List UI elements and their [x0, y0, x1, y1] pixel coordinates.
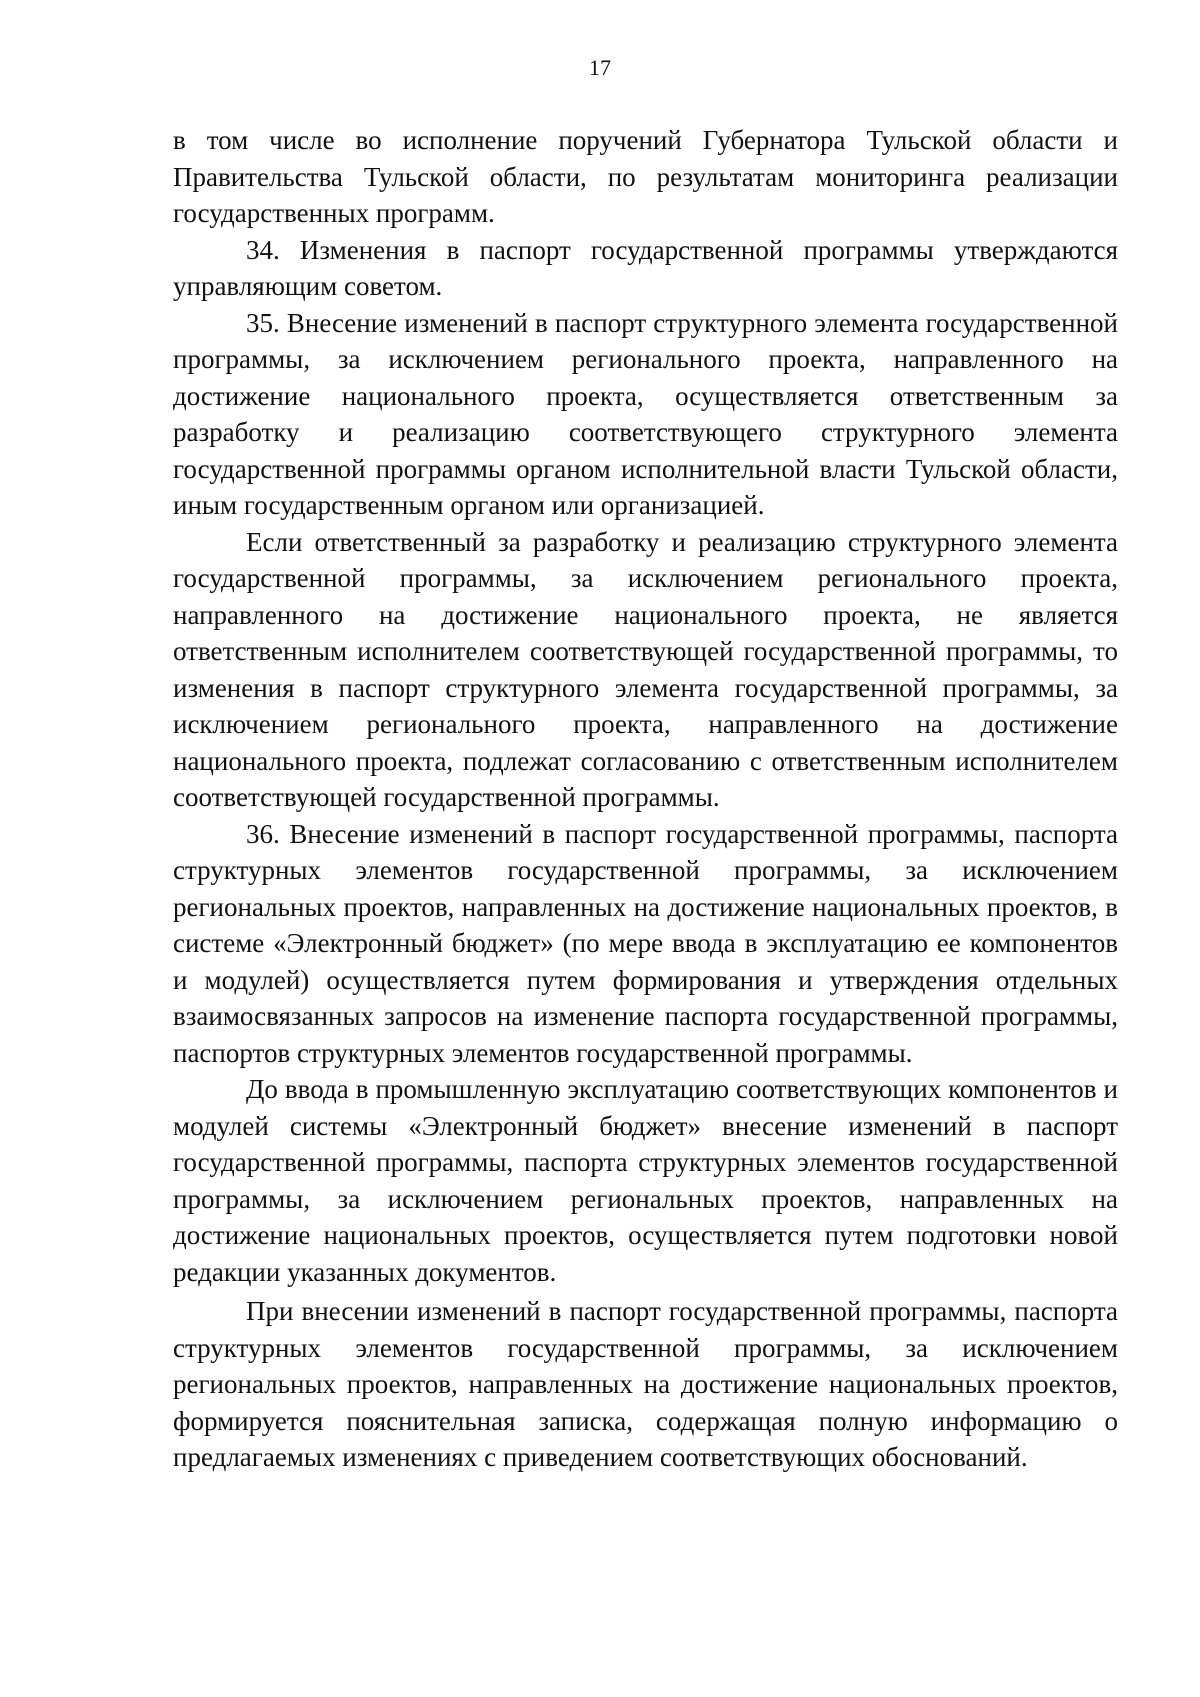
paragraph-continuation: в том числе во исполнение поручений Губернатора Тульской области и Правительства Тульской области, по результатам мониторинга реализации государственных программ. — [173, 125, 1118, 228]
paragraph-item-36: 36. Внесение изменений в паспорт государственной программы, паспорта структурных элементов государственной программы, за исключением региональных проектов, направленных на достижение национальных проектов, в системе «Электронный бюджет» (по мере ввода в эксплуатацию ее компонентов и модулей) осуществляется путем формирования и утверждения отдельных взаимосвязанных запросов на изменение паспорта государственной программы, паспортов структурных элементов государственной программы. — [173, 818, 1118, 1068]
paragraph-item-34: 34. Изменения в паспорт государственной программы утверждаются управляющим советом. — [173, 234, 1118, 301]
document-body — [173, 122, 1118, 1476]
paragraph-item-36-explanatory-note: При внесении изменений в паспорт государственной программы, паспорта структурных элементов государственной программы, за исключением региональных проектов, направленных на достижение национальных проектов, формируется пояснительная записка, содержащая полную информацию о предлагаемых изменениях с приведением соответствующих обоснований. — [173, 1296, 1118, 1472]
page-number: 17 — [589, 55, 611, 80]
paragraph-item-36-before-commissioning: До ввода в промышленную эксплуатацию соответствующих компонентов и модулей системы «Электронный бюджет» внесение изменений в паспорт государственной программы, паспорта структурных элементов государственной программы, за исключением региональных проектов, направленных на достижение национальных проектов, осуществляется путем подготовки новой редакции указанных документов. — [173, 1074, 1118, 1287]
paragraph-item-35: 35. Внесение изменений в паспорт структурного элемента государственной программы, за исключением регионального проекта, направленного на достижение национального проекта, осуществляется ответственным за разработку и реализацию соответствующего структурного элемента государственной программы органом исполнительной власти Тульской области, иным государственным органом или организацией. — [173, 307, 1118, 520]
paragraph-item-35-responsible: Если ответственный за разработку и реализацию структурного элемента государственной программы, за исключением регионального проекта, направленного на достижение национального проекта, не является ответственным исполнителем соответствующей государственной программы, то изменения в паспорт структурного элемента государственной программы, за исключением регионального проекта, направленного на достижение национального проекта, подлежат согласованию с ответственным исполнителем соответствующей государственной программы. — [173, 526, 1118, 812]
